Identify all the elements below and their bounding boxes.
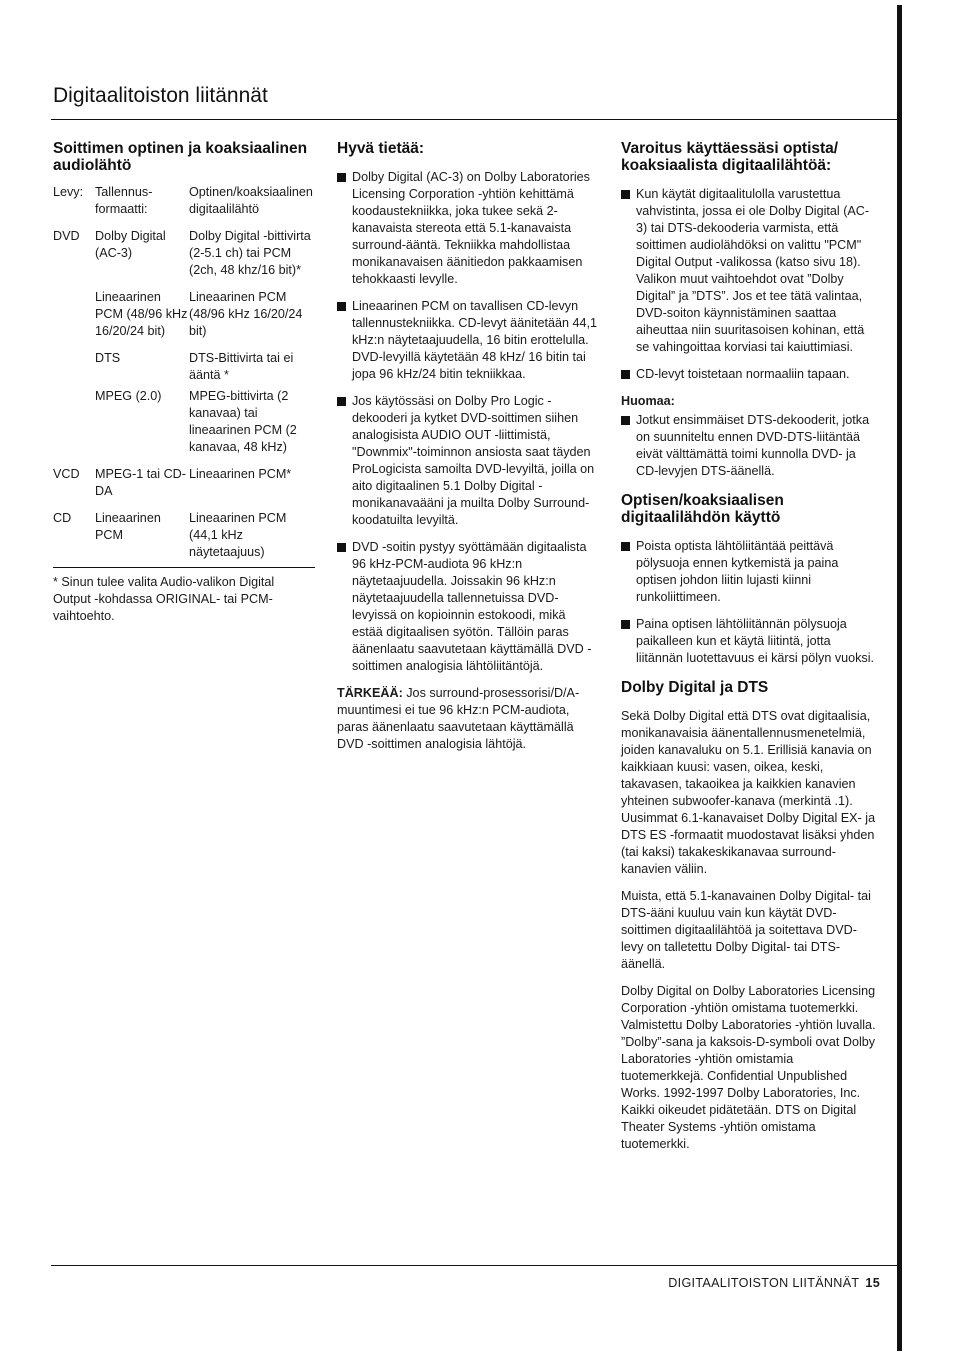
list-item — [337, 298, 599, 383]
table-cell: Dolby Digital (AC-3) — [95, 229, 166, 260]
list-item — [621, 538, 877, 606]
table-row — [53, 466, 315, 500]
section-heading-dolby-dts: Dolby Digital ja DTS — [621, 679, 769, 696]
table-cell: DTS-Bittivirta tai ei ääntä * — [189, 351, 294, 382]
important-text: Jos surround-prosessorisi/D/A-muuntimesi ei tue 96 kHz:n PCM-audiota, paras äänenlaatu saavutetaan käyttämällä DVD -soittimen analogisia lähtöjä. — [337, 686, 580, 751]
bullet-square-icon — [621, 416, 630, 425]
list-item — [621, 186, 877, 356]
bullet-square-icon — [337, 173, 346, 182]
table-divider — [53, 567, 315, 568]
column-warning — [621, 140, 877, 1163]
list-item-text: Lineaarinen PCM on tavallisen CD-levyn tallennustekniikka. CD-levyt äänitetään 44,1 kHz:n näytetaajuudella, 16 bitin erottelulla. DVD-levyillä käytetään 48 kHz/ 16 bitin tai jopa 96 kHz/24 bitin tekniikkaa. — [352, 299, 598, 381]
table-cell: DTS — [95, 351, 121, 365]
table-cell — [53, 350, 95, 384]
important-label: TÄRKEÄÄ: — [337, 686, 403, 700]
table-row — [53, 388, 315, 456]
table-row — [53, 510, 315, 561]
page-title: Digitaalitoiston liitännät — [53, 84, 268, 107]
section-heading-warning: Varoitus käyttäessäsi optista/ koaksiaalista digitaalilähtöä: — [621, 140, 839, 174]
section-heading-audio-output: Soittimen optinen ja koaksiaalinen audiolähtö — [53, 140, 308, 174]
table-cell: MPEG-bittivirta (2 kanavaa) tai lineaarinen PCM (2 kanavaa, 48 kHz) — [189, 389, 297, 454]
table-cell: MPEG-1 tai CD-DA — [95, 467, 186, 498]
table-header-cell: Tallennus-formaatti: — [95, 185, 153, 216]
table-cell: Lineaarinen PCM (44,1 kHz näytetaajuus) — [189, 511, 287, 559]
bullet-square-icon — [337, 302, 346, 311]
list-item-text: Dolby Digital (AC-3) on Dolby Laboratories Licensing Corporation -yhtiön kehittämä koodaustekniikka, joka tukee sekä 2-kanavaista stereota että 5.1-kanavaista surround-ääntä. Tekniikka mahdollistaa monikanavaisen äänitiedon pakkaamisen tehokkaasti levylle. — [352, 170, 590, 286]
table-cell: Lineaarinen PCM — [95, 511, 161, 542]
note-label: Huomaa: — [621, 394, 675, 408]
list-item-text: Kun käytät digitaalitulolla varustettua vahvistinta, jossa ei ole Dolby Digital (AC-3) tai DTS-dekooderia varmista, että soittimen audiolähdöksi on valittu "PCM" Digital Output -valikossa (katso sivu 18). Valikon muut vaihtoehdot ovat ”Dolby Digital” ja ”DTS”. Jos et tee tätä valintaa, DVD-soiton käynnistäminen saattaa aiheuttaa niin suuritasoisen kohinan, että se vahingoittaa korviasi tai kaiuttimiasi. — [636, 187, 870, 354]
table-cell: Dolby Digital -bittivirta (2-5.1 ch) tai PCM (2ch, 48 khz/16 bit)* — [189, 229, 311, 277]
list-item — [621, 616, 877, 667]
bullet-square-icon — [337, 543, 346, 552]
page-footer — [640, 1276, 880, 1290]
list-item — [337, 393, 599, 529]
list-item — [621, 366, 877, 383]
list-item-text: Jos käytössäsi on Dolby Pro Logic -dekooderi ja kytket DVD-soittimen siihen analogisista AUDIO OUT -liittimistä, "Downmix"-toiminnon ansiosta saat täyden ProLogicista samoilta DVD-levyiltä, joilla on aito digitaalinen 5.1 Dolby Digital -monikanavaääni ja muilta Dolby Surround-koodatuilta levyiltä. — [352, 394, 595, 527]
header-divider — [51, 119, 897, 120]
table-header-cell: Optinen/koaksiaalinen digitaalilähtö — [189, 185, 313, 216]
bullet-square-icon — [621, 370, 630, 379]
paragraph: Dolby Digital on Dolby Laboratories Licensing Corporation -yhtiön omistama tuotemerkki. Valmistettu Dolby Laboratories -yhtiön luvalla. ”Dolby”-sana ja kaksois-D-symboli ovat Dolby Laboratories -yhtiön omistamia tuotemerkkejä. Confidential Unpublished Works. 1992-1997 Dolby Laboratories, Inc. Kaikki oikeudet pidätetään. DTS on Digital Theater Systems -yhtiön omistama tuotemerkki. — [621, 984, 876, 1151]
bullet-square-icon — [621, 190, 630, 199]
footer-section-title: DIGITAALITOISTON LIITÄNNÄT — [668, 1276, 860, 1290]
list-item-text: CD-levyt toistetaan normaaliin tapaan. — [636, 367, 850, 381]
table-cell: MPEG (2.0) — [95, 389, 162, 403]
table-header-cell: Levy: — [53, 185, 84, 199]
table-row — [53, 228, 315, 279]
paragraph: Sekä Dolby Digital että DTS ovat digitaalisia, monikanavaisia äänentallennusmenetelmiä, joiden kanavaluku on 5.1. Erillisiä kanavia on kaikkiaan kuusi: vasen, oikea, keski, takavasen, takaoikea ja kaikkien kanavien yhteinen subwoofer-kanava (merkintä .1). Uusimmat 6.1-kanavaiset Dolby Digital EX- ja DTS ES -formaatit muodostavat lisäksi yhden (tai kaksi) takakeskikanavaa surround-kanavien väliin. — [621, 709, 876, 876]
table-cell: Lineaarinen PCM* — [189, 467, 292, 481]
page-number: 15 — [865, 1276, 880, 1290]
list-item-text: Jotkut ensimmäiset DTS-dekooderit, jotka on suunniteltu ennen DVD-DTS-liitäntää eivät välttämättä toimi kunnolla DVD- ja CD-levyjen DTS-äänellä. — [636, 413, 870, 478]
important-note — [337, 685, 599, 753]
section-heading-good-to-know: Hyvä tietää: — [337, 140, 425, 157]
paragraph: Muista, että 5.1-kanavainen Dolby Digital- tai DTS-ääni kuuluu vain kun käytät DVD-soittimen digitaalilähtöä ja soitettava DVD-levy on talletettu Dolby Digital- tai DTS-äänellä. — [621, 889, 871, 971]
table-row — [53, 350, 315, 384]
list-item — [337, 539, 599, 675]
bullet-square-icon — [621, 542, 630, 551]
table-cell: CD — [53, 511, 72, 525]
table-cell: Lineaarinen PCM (48/96 kHz 16/20/24 bit) — [189, 290, 303, 338]
section-heading-usage: Optisen/koaksiaalisen digitaalilähdön käyttö — [621, 492, 784, 526]
list-item-text: Paina optisen lähtöliitännän pölysuoja paikalleen kun et käytä liitintä, jotta liitännän luotettavuus ei kärsi pölyn vuoksi. — [636, 617, 875, 665]
format-table — [53, 184, 315, 561]
bullet-square-icon — [337, 397, 346, 406]
table-cell — [53, 289, 95, 340]
table-cell — [53, 388, 95, 456]
list-item-text: DVD -soitin pystyy syöttämään digitaalista 96 kHz-PCM-audiota 96 kHz:n näytetaajuudella. Joissakin 96 kHz:n näytetaajuudella tallennetuissa DVD-levyissä on kopioinnin estokoodi, mikä estää digitaalisen syötön. Tällöin paras äänenlaatu saavutetaan käyttämällä DVD -soittimen analogisia lähtöliitäntöjä. — [352, 540, 592, 673]
bullet-square-icon — [621, 620, 630, 629]
table-footnote: * Sinun tulee valita Audio-valikon Digital Output -kohdassa ORIGINAL- tai PCM-vaihtoehto. — [53, 575, 275, 623]
table-cell: DVD — [53, 229, 80, 243]
column-good-to-know — [337, 140, 599, 763]
table-header-row — [53, 184, 315, 218]
table-cell: VCD — [53, 467, 80, 481]
list-item — [337, 169, 599, 288]
table-cell: Lineaarinen PCM (48/96 kHz 16/20/24 bit) — [95, 290, 188, 338]
footer-divider — [51, 1265, 897, 1266]
table-row — [53, 289, 315, 340]
column-audio-output — [53, 140, 315, 635]
page-edge-bar — [897, 5, 902, 1351]
list-item — [621, 412, 877, 480]
list-item-text: Poista optista lähtöliitäntää peittävä pölysuoja ennen kytkemistä ja paina optisen johdon liitin lujasti kiinni runkoliittimeen. — [636, 539, 839, 604]
